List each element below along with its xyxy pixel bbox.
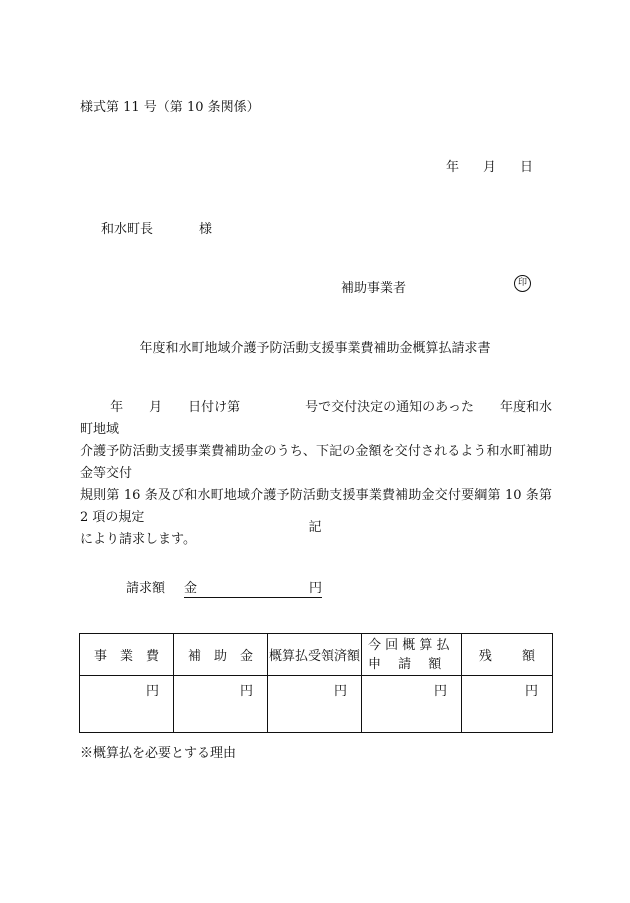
claim-unit: 円: [308, 581, 322, 596]
header-project-cost: 事 業 費: [80, 634, 174, 676]
applicant-label: 補助事業者: [341, 281, 407, 296]
cell-received: 円: [268, 676, 362, 733]
addressee-honorific: 様: [199, 222, 213, 237]
table-row: [80, 676, 553, 733]
header-balance: 残 額: [462, 634, 553, 676]
summary-table: [79, 633, 553, 733]
claim-amount-field: [184, 577, 322, 598]
cell-project-cost: 円: [80, 676, 174, 733]
body-line: 介護予防活動支援事業費補助金のうち、下記の金額を交付されるよう和水町補助金等交付: [80, 444, 552, 481]
document-title: 年度和水町地域介護予防活動支援事業費補助金概算払請求書: [139, 341, 491, 356]
header-subsidy: 補 助 金: [174, 634, 268, 676]
addressee: [101, 218, 212, 237]
header-current-request-line2: 申 請 額: [368, 656, 442, 672]
cell-subsidy: 円: [174, 676, 268, 733]
date-month-label: 月: [483, 160, 497, 175]
addressee-name: 和水町長: [101, 222, 154, 237]
claim-amount-row: [126, 577, 322, 598]
seal-mark: 印: [514, 275, 531, 292]
date-line: [446, 156, 533, 175]
reason-label: ※概算払を必要とする理由: [80, 746, 237, 761]
table-header-row: [80, 634, 553, 676]
header-current-request-line1: 今 回 概 算 払: [368, 637, 450, 653]
form-number: 様式第 11 号（第 10 条関係）: [80, 100, 260, 115]
header-received: 概算払受領済額: [268, 634, 362, 676]
cell-current-request: 円: [362, 676, 462, 733]
date-year-label: 年: [446, 160, 460, 175]
body-line: 規則第 16 条及び和水町地域介護予防活動支援事業費補助金交付要綱第 10 条第 2 項の規定: [80, 488, 552, 525]
body-line: 年 月 日付け第 号で交付決定の通知のあった 年度和水町地域: [80, 400, 553, 437]
body-line: により請求します。: [80, 532, 196, 547]
header-current-request: [362, 634, 462, 676]
cell-balance: 円: [462, 676, 553, 733]
claim-prefix: 金: [184, 581, 198, 596]
claim-label: 請求額: [126, 581, 166, 596]
date-day-label: 日: [520, 160, 534, 175]
ki-heading: 記: [308, 520, 322, 535]
